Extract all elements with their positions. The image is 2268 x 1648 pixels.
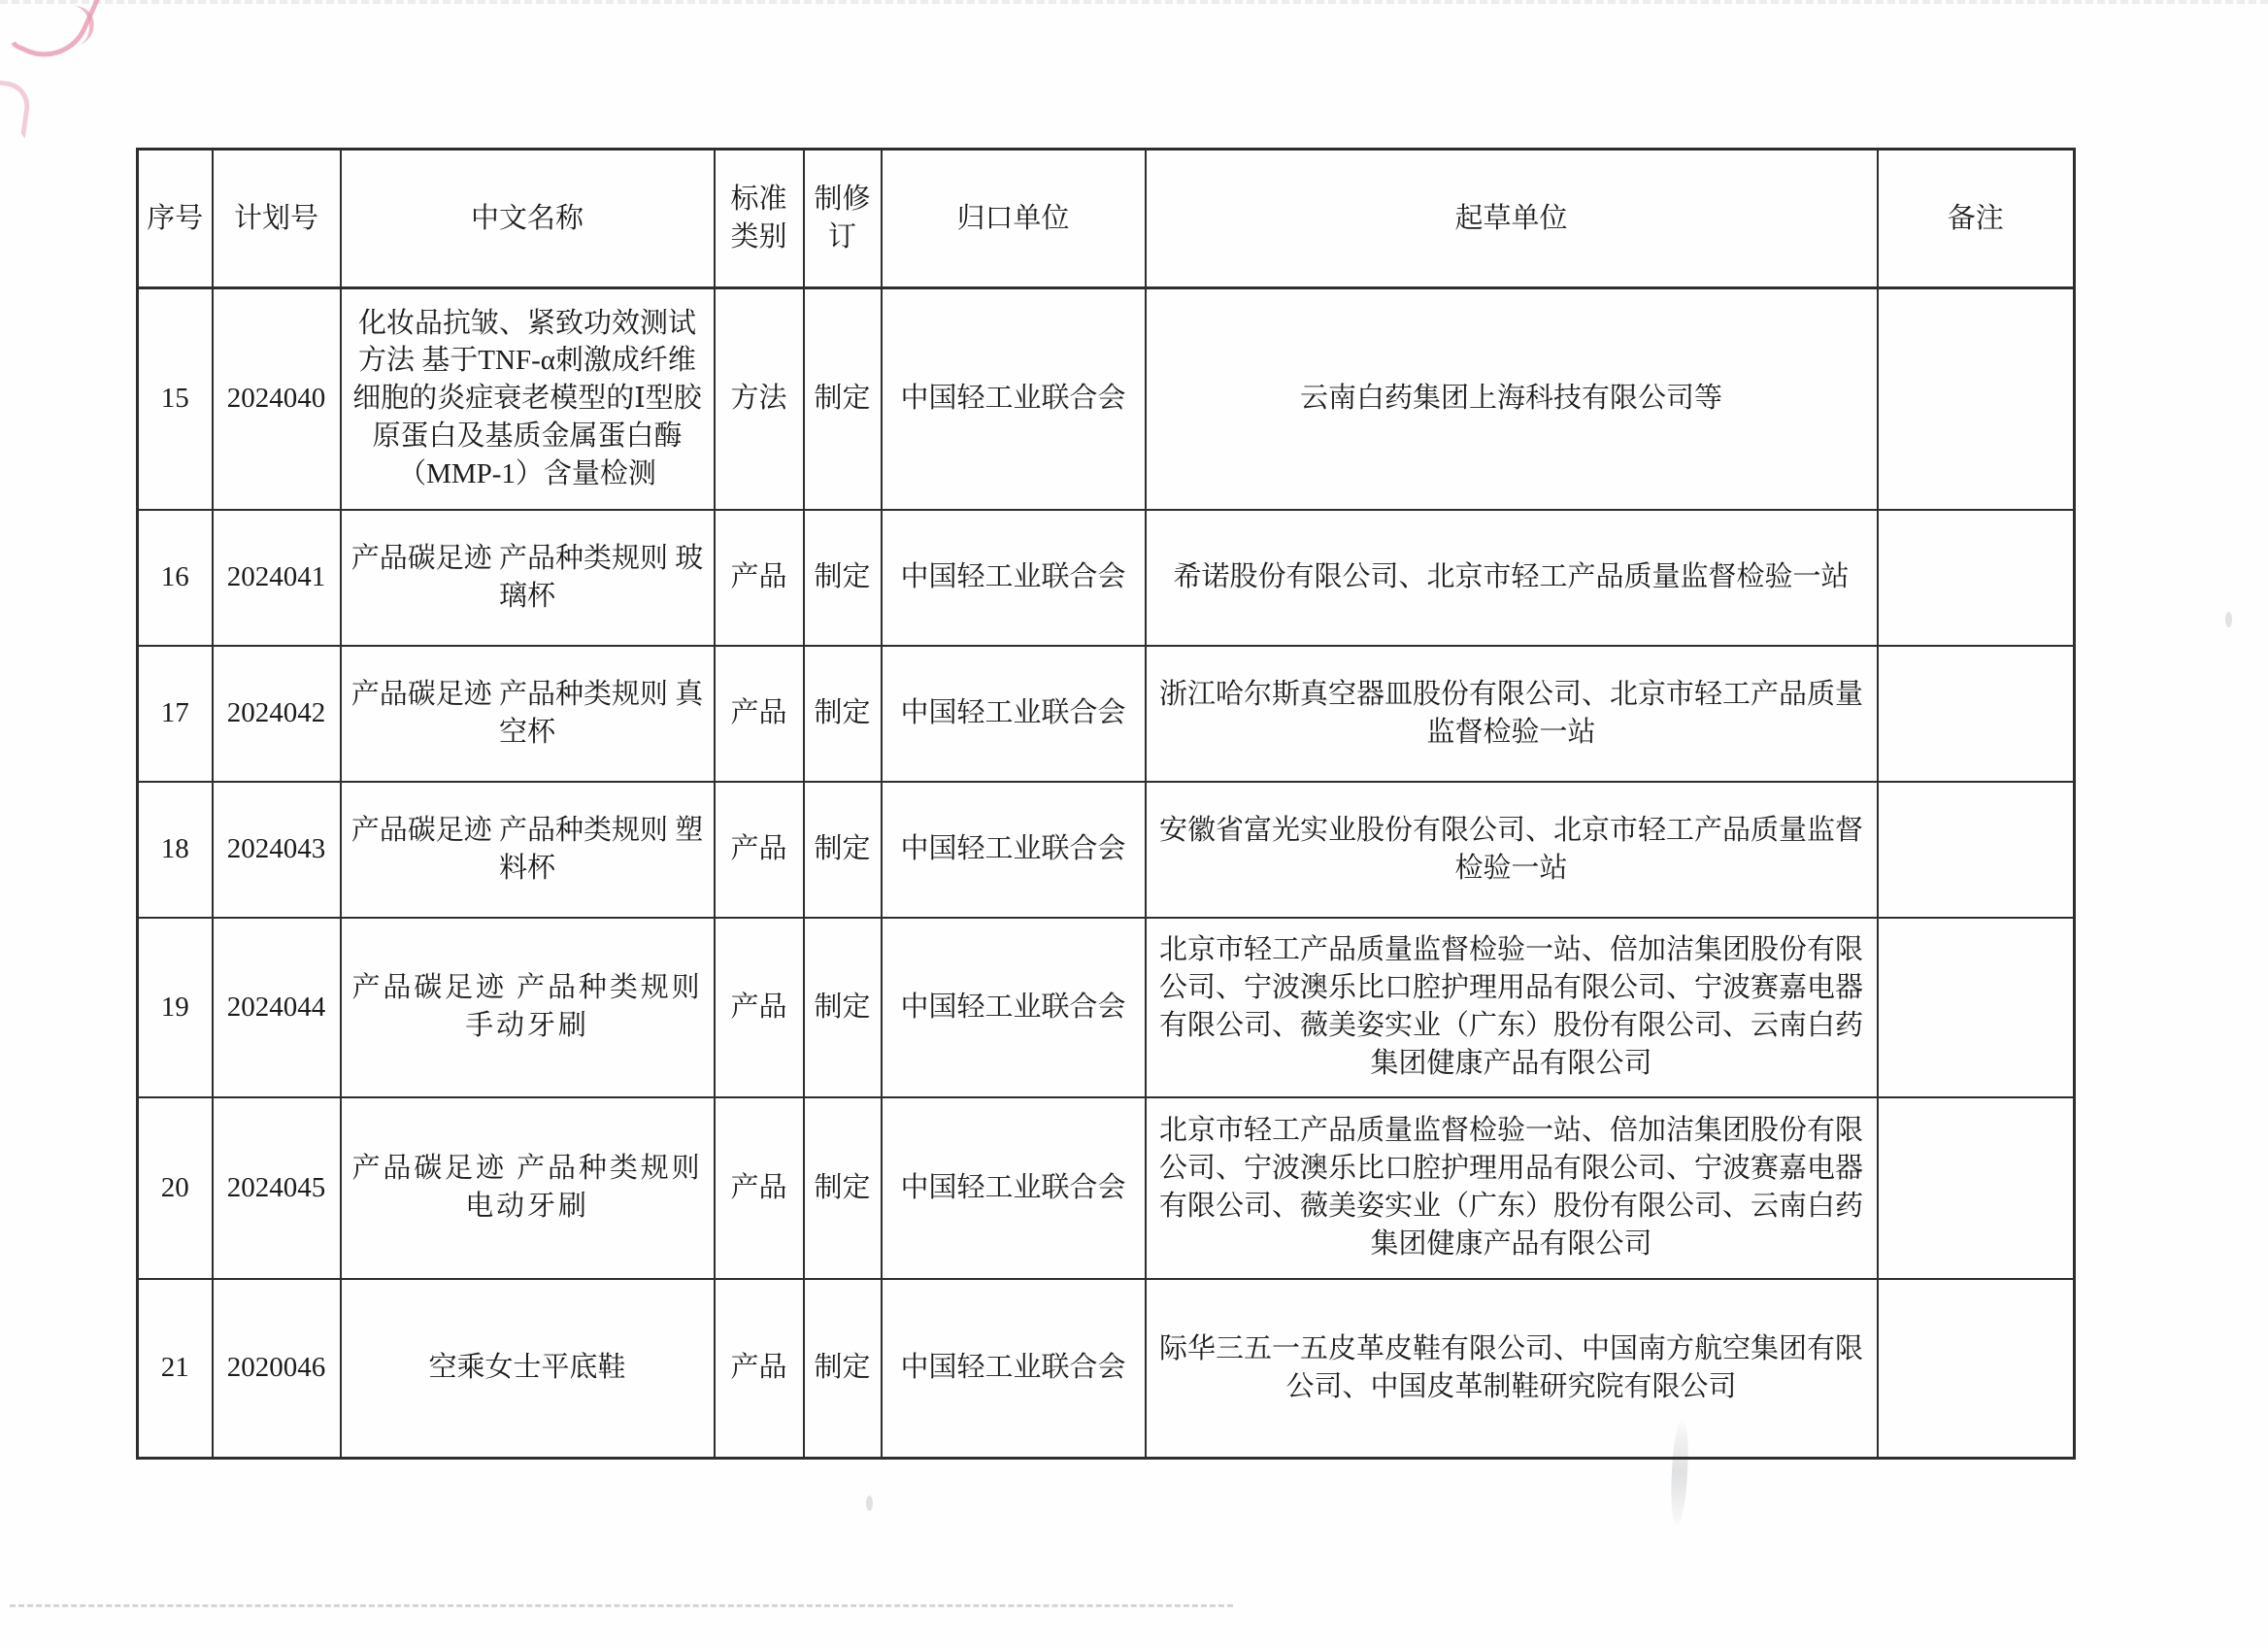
cell-category: 产品 <box>715 918 804 1097</box>
cell-plan-number: 2020046 <box>213 1279 341 1459</box>
cell-chinese-name: 空乘女士平底鞋 <box>341 1279 715 1459</box>
cell-category: 产品 <box>715 646 804 782</box>
cell-remark <box>1878 918 2075 1097</box>
col-header-drafting-unit: 起草单位 <box>1146 150 1878 288</box>
cell-plan-number: 2024040 <box>213 288 341 510</box>
cell-remark <box>1878 1097 2075 1279</box>
cell-chinese-name: 产品碳足迹 产品种类规则 手动牙刷 <box>341 918 715 1097</box>
cell-remark <box>1878 646 2075 782</box>
cell-remark <box>1878 782 2075 918</box>
table-row-19 <box>138 918 2075 1097</box>
cell-centralized-unit: 中国轻工业联合会 <box>882 918 1146 1097</box>
cell-centralized-unit: 中国轻工业联合会 <box>882 510 1146 646</box>
cell-action: 制定 <box>804 646 882 782</box>
pink-ink-artifact <box>0 79 33 139</box>
cell-chinese-name: 化妆品抗皱、紧致功效测试方法 基于TNF-α刺激成纤维细胞的炎症衰老模型的Ⅰ型胶原蛋白及基质金属蛋白酶（MMP-1）含量检测 <box>341 288 715 510</box>
cell-drafting-unit: 安徽省富光实业股份有限公司、北京市轻工产品质量监督检验一站 <box>1146 782 1878 918</box>
cell-chinese-name: 产品碳足迹 产品种类规则 电动牙刷 <box>341 1097 715 1279</box>
cell-seq: 17 <box>138 646 213 782</box>
cell-centralized-unit: 中国轻工业联合会 <box>882 1097 1146 1279</box>
table-row-17 <box>138 646 2075 782</box>
cell-seq: 18 <box>138 782 213 918</box>
cell-drafting-unit: 浙江哈尔斯真空器皿股份有限公司、北京市轻工产品质量监督检验一站 <box>1146 646 1878 782</box>
cell-plan-number: 2024044 <box>213 918 341 1097</box>
standards-plan-table <box>136 148 2076 1460</box>
cell-centralized-unit: 中国轻工业联合会 <box>882 782 1146 918</box>
cell-seq: 20 <box>138 1097 213 1279</box>
table-row-15 <box>138 288 2075 510</box>
cell-plan-number: 2024043 <box>213 782 341 918</box>
cell-chinese-name: 产品碳足迹 产品种类规则 塑料杯 <box>341 782 715 918</box>
table-header-row <box>138 150 2075 288</box>
cell-action: 制定 <box>804 918 882 1097</box>
cell-action: 制定 <box>804 288 882 510</box>
cell-remark <box>1878 288 2075 510</box>
cell-drafting-unit: 北京市轻工产品质量监督检验一站、倍加洁集团股份有限公司、宁波澳乐比口腔护理用品有限公司、宁波赛嘉电器有限公司、薇美姿实业（广东）股份有限公司、云南白药集团健康产品有限公司 <box>1146 918 1878 1097</box>
cell-centralized-unit: 中国轻工业联合会 <box>882 1279 1146 1459</box>
cell-plan-number: 2024045 <box>213 1097 341 1279</box>
scan-edge-streaks <box>0 0 2268 4</box>
cell-seq: 19 <box>138 918 213 1097</box>
cell-category: 产品 <box>715 1279 804 1459</box>
col-header-action: 制修订 <box>804 150 882 288</box>
cell-category: 产品 <box>715 1097 804 1279</box>
cell-drafting-unit: 希诺股份有限公司、北京市轻工产品质量监督检验一站 <box>1146 510 1878 646</box>
table-row-18 <box>138 782 2075 918</box>
cell-seq: 15 <box>138 288 213 510</box>
cell-remark <box>1878 510 2075 646</box>
table-row-21 <box>138 1279 2075 1459</box>
col-header-name: 中文名称 <box>341 150 715 288</box>
cell-drafting-unit: 际华三五一五皮革皮鞋有限公司、中国南方航空集团有限公司、中国皮革制鞋研究院有限公司 <box>1146 1279 1878 1459</box>
col-header-plan: 计划号 <box>213 150 341 288</box>
col-header-category: 标准类别 <box>715 150 804 288</box>
col-header-remark: 备注 <box>1878 150 2075 288</box>
cell-chinese-name: 产品碳足迹 产品种类规则 玻璃杯 <box>341 510 715 646</box>
cell-category: 产品 <box>715 510 804 646</box>
scan-bottom-line-artifact <box>10 1604 1233 1607</box>
scan-speck <box>866 1496 873 1511</box>
cell-category: 产品 <box>715 782 804 918</box>
scan-speck <box>2225 612 2232 627</box>
cell-action: 制定 <box>804 1279 882 1459</box>
cell-drafting-unit: 北京市轻工产品质量监督检验一站、倍加洁集团股份有限公司、宁波澳乐比口腔护理用品有限公司、宁波赛嘉电器有限公司、薇美姿实业（广东）股份有限公司、云南白药集团健康产品有限公司 <box>1146 1097 1878 1279</box>
cell-seq: 21 <box>138 1279 213 1459</box>
col-header-centralized-unit: 归口单位 <box>882 150 1146 288</box>
cell-centralized-unit: 中国轻工业联合会 <box>882 646 1146 782</box>
table-row-20 <box>138 1097 2075 1279</box>
cell-category: 方法 <box>715 288 804 510</box>
cell-seq: 16 <box>138 510 213 646</box>
col-header-seq: 序号 <box>138 150 213 288</box>
cell-plan-number: 2024042 <box>213 646 341 782</box>
cell-plan-number: 2024041 <box>213 510 341 646</box>
table-row-16 <box>138 510 2075 646</box>
cell-drafting-unit: 云南白药集团上海科技有限公司等 <box>1146 288 1878 510</box>
cell-action: 制定 <box>804 782 882 918</box>
cell-remark <box>1878 1279 2075 1459</box>
cell-action: 制定 <box>804 510 882 646</box>
cell-centralized-unit: 中国轻工业联合会 <box>882 288 1146 510</box>
cell-action: 制定 <box>804 1097 882 1279</box>
cell-chinese-name: 产品碳足迹 产品种类规则 真空杯 <box>341 646 715 782</box>
